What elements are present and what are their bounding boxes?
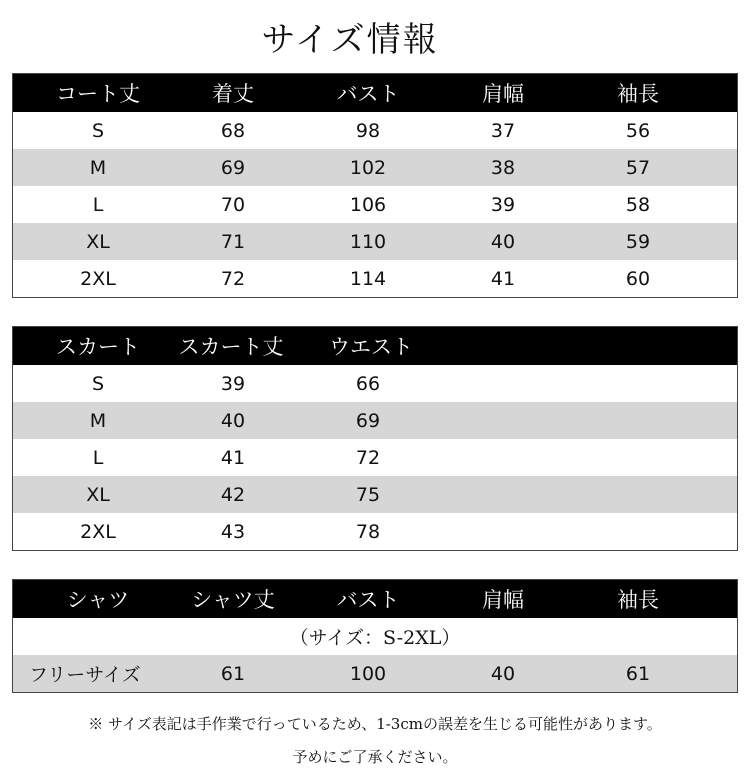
value-cell: 69 xyxy=(355,409,381,432)
coat-size-table xyxy=(12,73,738,298)
table-header xyxy=(13,580,737,618)
size-cell: S xyxy=(91,372,105,395)
value-cell: 102 xyxy=(349,156,387,179)
footnote-line-1: ※ サイズ表記は手作業で行っているため、1-3cmの誤差を生じる可能性があります。 xyxy=(88,715,662,733)
value-cell: 69 xyxy=(220,156,246,179)
table-row xyxy=(13,365,737,402)
table-row xyxy=(13,655,737,692)
value-cell: 56 xyxy=(625,119,651,142)
value-cell: 57 xyxy=(625,156,651,179)
table-row xyxy=(13,149,737,186)
header-cell: 着丈 xyxy=(212,82,254,106)
size-cell: 2XL xyxy=(80,520,116,543)
header-cell: シャツ xyxy=(66,588,130,612)
size-cell: フリーサイズ xyxy=(29,664,141,686)
value-cell: 41 xyxy=(220,446,246,469)
value-cell: 71 xyxy=(220,230,246,253)
size-cell: XL xyxy=(86,230,110,253)
value-cell: 100 xyxy=(349,662,387,685)
header-cell: 肩幅 xyxy=(482,82,524,106)
value-cell: 59 xyxy=(625,230,651,253)
header-cell: 袖長 xyxy=(617,82,659,106)
value-cell: 68 xyxy=(220,119,246,142)
table-row xyxy=(13,112,737,149)
value-cell: 114 xyxy=(349,267,387,290)
value-cell: 43 xyxy=(220,520,246,543)
value-cell: 37 xyxy=(490,119,516,142)
table-row xyxy=(13,186,737,223)
value-cell: 40 xyxy=(490,230,516,253)
header-cell: バスト xyxy=(336,588,400,612)
size-cell: XL xyxy=(86,483,110,506)
table-row xyxy=(13,439,737,476)
value-cell: 40 xyxy=(490,662,516,685)
footnote-line-2: 予めにご了承ください。 xyxy=(292,748,458,766)
header-cell: スカート xyxy=(56,335,140,359)
size-note: （サイズ：S-2XL） xyxy=(289,627,461,649)
table-row xyxy=(13,476,737,513)
value-cell: 72 xyxy=(220,267,246,290)
header-cell: スカート丈 xyxy=(178,335,284,359)
value-cell: 110 xyxy=(349,230,387,253)
header-cell: 袖長 xyxy=(617,588,659,612)
table-row xyxy=(13,402,737,439)
value-cell: 70 xyxy=(220,193,246,216)
value-cell: 40 xyxy=(220,409,246,432)
value-cell: 39 xyxy=(490,193,516,216)
value-cell: 106 xyxy=(349,193,387,216)
header-cell: シャツ丈 xyxy=(191,588,275,612)
value-cell: 75 xyxy=(355,483,381,506)
value-cell: 58 xyxy=(625,193,651,216)
header-cell: コート丈 xyxy=(56,82,140,106)
value-cell: 78 xyxy=(355,520,381,543)
value-cell: 72 xyxy=(355,446,381,469)
size-cell: 2XL xyxy=(80,267,116,290)
table-row xyxy=(13,223,737,260)
value-cell: 41 xyxy=(490,267,516,290)
table-header xyxy=(13,74,737,112)
value-cell: 61 xyxy=(625,662,651,685)
size-cell: M xyxy=(89,156,107,179)
value-cell: 60 xyxy=(625,267,651,290)
size-cell: M xyxy=(89,409,107,432)
value-cell: 98 xyxy=(355,119,381,142)
header-cell: ウエスト xyxy=(329,335,413,359)
table-row xyxy=(13,513,737,550)
value-cell: 42 xyxy=(220,483,246,506)
page-title: サイズ情報 xyxy=(261,20,439,60)
skirt-size-table xyxy=(12,326,738,551)
table-header xyxy=(13,327,737,365)
value-cell: 66 xyxy=(355,372,381,395)
value-cell: 38 xyxy=(490,156,516,179)
value-cell: 39 xyxy=(220,372,246,395)
header-cell: バスト xyxy=(336,82,400,106)
header-cell: 肩幅 xyxy=(482,588,524,612)
size-cell: L xyxy=(92,193,104,216)
size-note-row xyxy=(13,618,737,655)
table-row xyxy=(13,260,737,297)
size-cell: L xyxy=(92,446,104,469)
shirt-size-table xyxy=(12,579,738,693)
size-cell: S xyxy=(91,119,105,142)
value-cell: 61 xyxy=(220,662,246,685)
